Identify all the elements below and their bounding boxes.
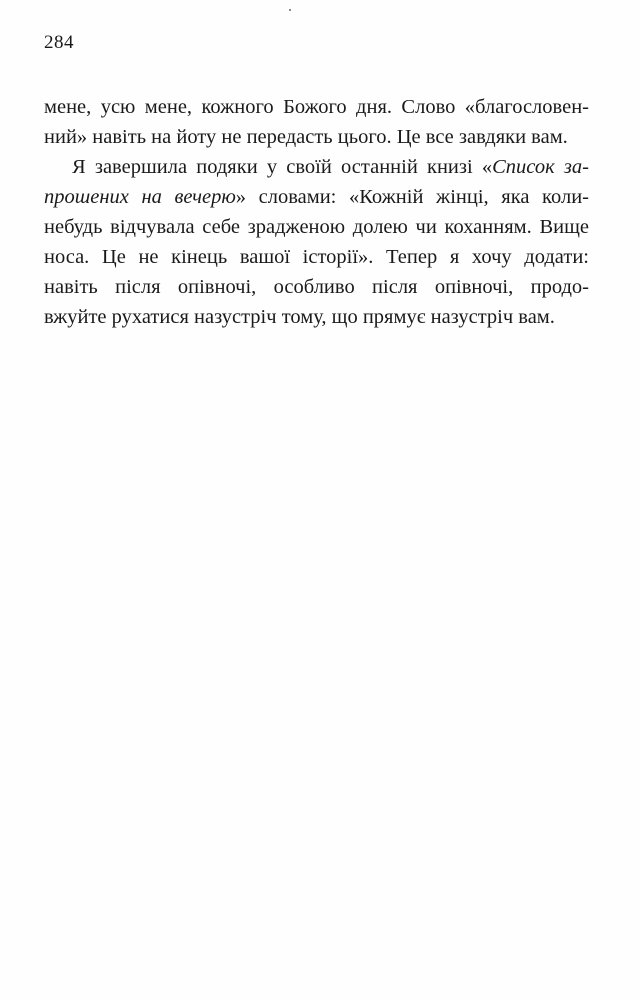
text-line	[44, 182, 589, 212]
text-line: ний» навіть на йоту не передасть цього. Це все завдяки вам.	[44, 126, 568, 148]
text-run: » словами: «Кожній жінці, яка коли-	[235, 186, 589, 208]
text-run: Я завершила подяки у своїй останній книзі «	[72, 156, 493, 178]
text-line: мене, усю мене, кожного Божого дня. Слово «благословен-	[44, 96, 589, 118]
paragraph-2	[44, 152, 589, 332]
body-text	[44, 92, 589, 332]
print-mark	[289, 9, 291, 11]
text-line: небудь відчувала себе зрадженою долею чи коханням. Вище	[44, 216, 589, 238]
paragraph-1	[44, 92, 589, 152]
text-line: носа. Це не кінець вашої історії». Тепер я хочу додати:	[44, 246, 589, 268]
book-title-italic: прошених на вечерю	[44, 186, 236, 208]
text-line: вжуйте рухатися назустріч тому, що прямує назустріч вам.	[44, 306, 555, 328]
text-line: навіть після опівночі, особливо після опівночі, продо-	[44, 276, 589, 298]
text-line	[44, 152, 589, 182]
book-title-italic: Список за-	[492, 156, 589, 178]
page-number: 284	[44, 32, 74, 53]
